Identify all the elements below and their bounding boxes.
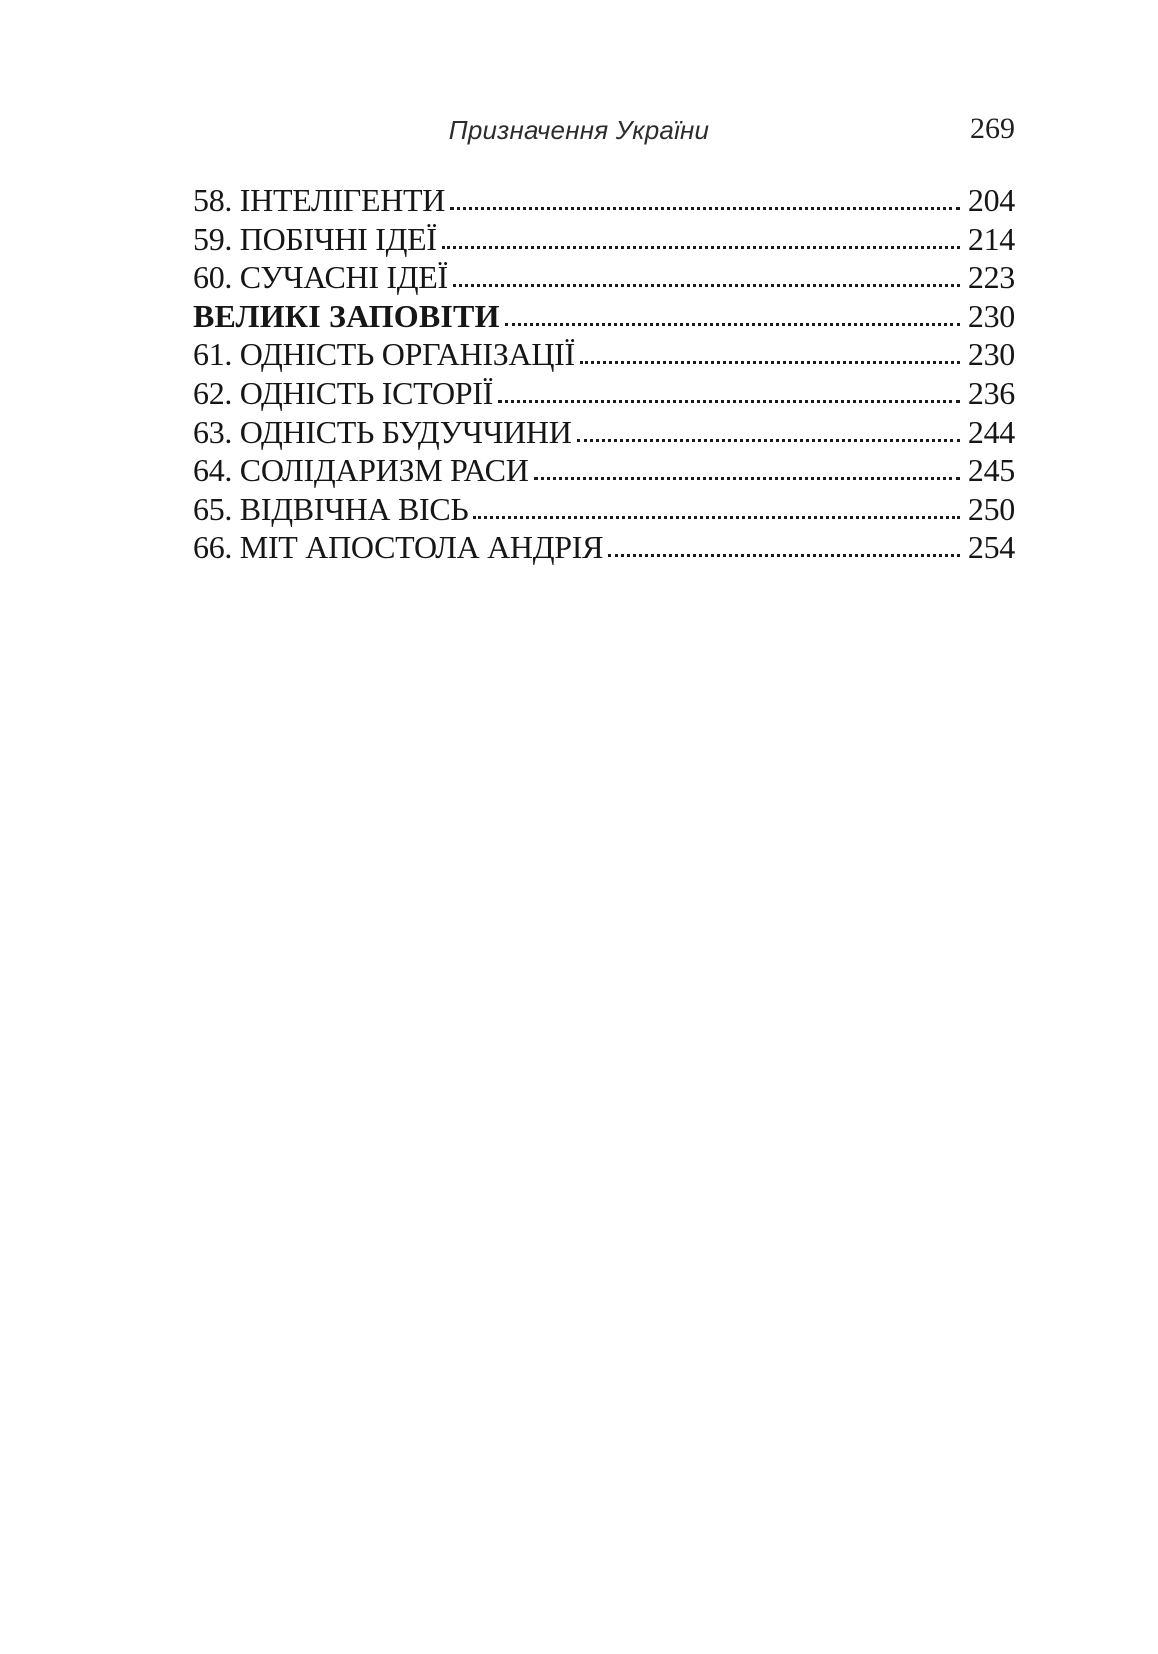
toc-entry xyxy=(193,297,1015,336)
running-header xyxy=(0,114,1158,154)
toc-entry-page-number: 245 xyxy=(967,452,1015,489)
toc-entry-label: ВЕЛИКІ ЗАПОВІТИ xyxy=(193,297,500,334)
toc-entry xyxy=(193,374,1015,413)
toc-leader-dots xyxy=(473,516,959,519)
toc-entry xyxy=(193,335,1015,374)
toc-entry-label: 58. ІНТЕЛІГЕНТИ xyxy=(193,182,446,218)
toc-entry-label: 61. ОДНІСТЬ ОРГАНІЗАЦІЇ xyxy=(193,336,575,373)
toc-leader-dots xyxy=(608,554,960,557)
toc-entry-label: 65. ВІДВІЧНА ВІСЬ xyxy=(193,490,469,527)
toc-entry-label: 59. ПОБІЧНІ ІДЕЇ xyxy=(193,220,437,257)
toc-entry-page-number: 254 xyxy=(967,529,1015,566)
toc-leader-dots xyxy=(453,284,960,287)
toc-entry-page-number: 236 xyxy=(967,374,1015,411)
toc-entry xyxy=(193,220,1015,259)
toc-leader-dots xyxy=(498,400,960,403)
table-of-contents xyxy=(193,181,1015,567)
toc-entry-page-number: 244 xyxy=(967,413,1015,450)
toc-leader-dots xyxy=(450,207,960,210)
toc-entry xyxy=(193,258,1015,297)
toc-entry xyxy=(193,490,1015,529)
running-header-title: Призначення України xyxy=(448,115,710,145)
toc-entry-label: 63. ОДНІСТЬ БУДУЧЧИНИ xyxy=(193,413,572,450)
toc-entry-label: 60. СУЧАСНІ ІДЕЇ xyxy=(193,259,448,296)
toc-entry-page-number: 250 xyxy=(967,490,1015,527)
toc-entry-page-number: 204 xyxy=(967,182,1015,218)
toc-entry xyxy=(193,451,1015,490)
toc-leader-dots xyxy=(580,361,960,364)
toc-leader-dots xyxy=(577,439,960,442)
toc-entry-label: 66. МІТ АПОСТОЛА АНДРІЯ xyxy=(193,529,604,566)
toc-entry xyxy=(193,528,1015,567)
toc-entry xyxy=(193,181,1015,220)
toc-entry-page-number: 230 xyxy=(967,336,1015,373)
toc-entry-page-number: 223 xyxy=(967,259,1015,296)
running-header-page-number: 269 xyxy=(970,112,1015,145)
toc-leader-dots xyxy=(534,477,960,480)
toc-leader-dots xyxy=(442,246,960,249)
toc-entry-page-number: 230 xyxy=(967,297,1015,334)
toc-entry-label: 62. ОДНІСТЬ ІСТОРІЇ xyxy=(193,374,494,411)
toc-entry-label: 64. СОЛІДАРИЗМ РАСИ xyxy=(193,452,529,489)
toc-leader-dots xyxy=(505,323,960,326)
toc-entry xyxy=(193,413,1015,452)
toc-entry-page-number: 214 xyxy=(967,220,1015,257)
